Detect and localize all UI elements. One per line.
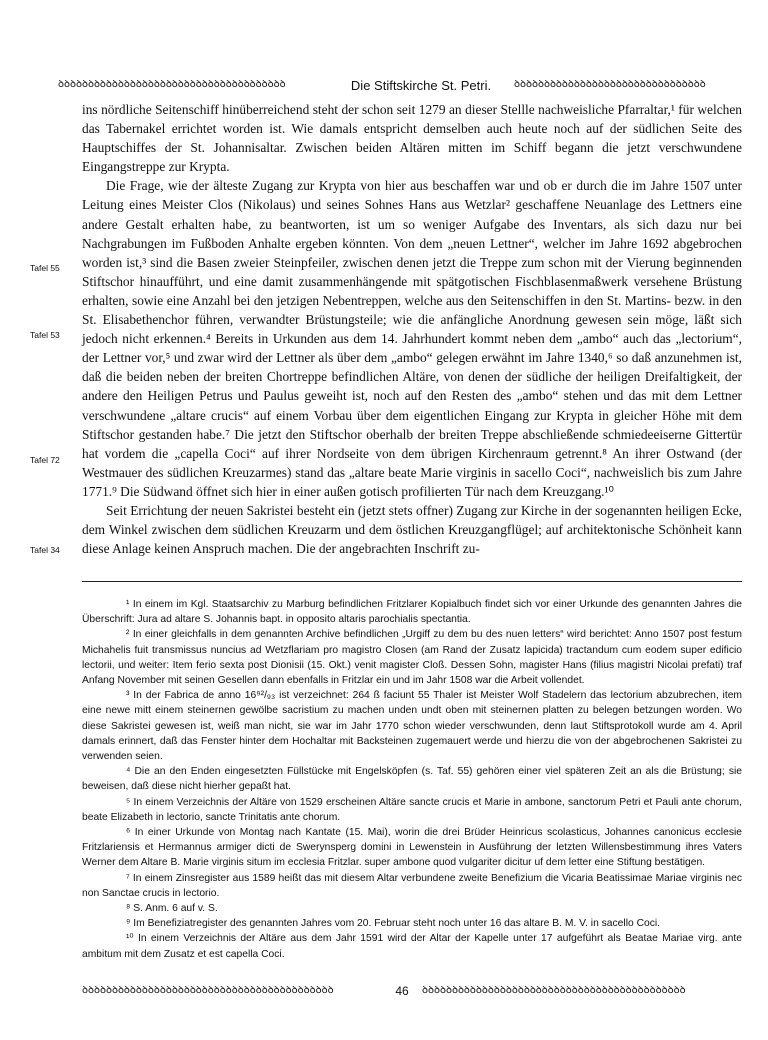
margin-note-tafel-53: Tafel 53 bbox=[30, 330, 60, 340]
footnote: ⁹ Im Benefiziatregister des genannten Jahres vom 20. Februar steht noch unter 16 das altare B. M. V. in sacello Coci. bbox=[126, 918, 661, 930]
body-paragraph: Seit Errichtung der neuen Sakristei besteht ein (jetzt stets offner) Zugang zur Kirche in der sogenannten heiligen Ecke, dem Winkel zwischen dem südlichen Kreuzarm und dem östlichen Kreuzgangflügel; auf architektonische Schönheit kann diese Anlage keinen Anspruch machen. Die der angebrachten Inschrift zu- bbox=[82, 502, 742, 557]
running-title: Die Stiftskirche St. Petri. bbox=[350, 78, 492, 93]
footnote: ⁴ Die an den Enden eingesetzten Füllstücke mit Engelsköpfen (s. Taf. 55) gehören einer viel späteren Zeit an als die Brüstung; sie beweisen, daß diese nicht hierher gepaßt hat. bbox=[82, 766, 742, 793]
footer-ornament-left: ꝺꝺꝺꝺꝺꝺꝺꝺꝺꝺꝺꝺꝺꝺꝺꝺꝺꝺꝺꝺꝺꝺꝺꝺꝺꝺꝺꝺꝺꝺꝺꝺꝺꝺꝺꝺꝺꝺꝺꝺꝺꝺ bbox=[82, 986, 334, 996]
margin-note-tafel-34: Tafel 34 bbox=[30, 545, 60, 555]
running-header bbox=[58, 78, 742, 96]
margin-note-tafel-72: Tafel 72 bbox=[30, 455, 60, 465]
footnote-separator bbox=[82, 581, 742, 582]
margin-note-tafel-55: Tafel 55 bbox=[30, 263, 60, 273]
footnote: ¹⁰ In einem Verzeichnis der Altäre aus dem Jahr 1591 wird der Altar der Kapelle unter 17 aufgeführt als Beatae Mariae virg. ante ambitum mit dem Zusatz et est capella Coci. bbox=[82, 933, 742, 960]
page-footer bbox=[82, 983, 742, 999]
header-ornament-right: ꝺꝺꝺꝺꝺꝺꝺꝺꝺꝺꝺꝺꝺꝺꝺꝺꝺꝺꝺꝺꝺꝺꝺꝺꝺꝺꝺꝺꝺꝺꝺꝺ bbox=[514, 80, 706, 90]
body-paragraph: ins nördliche Seitenschiff hinüberreichend steht der schon seit 1279 an dieser Stellle nachweisliche Pfarraltar,¹ für welchen das Tabernakel errichtet worden ist. Wie damals entspricht demselben auch heute noch auf der südlichen Seite des Hauptschiffes der St. Johannisaltar. Zwischen beiden Altären mitten im Schiff begann die jetzt verschwundene Eingangstreppe zur Krypta. bbox=[82, 102, 742, 175]
body-text bbox=[82, 100, 742, 558]
footnote: ⁵ In einem Verzeichnis der Altäre von 1529 erscheinen Altäre sancte crucis et Marie in ambone, sanctorum Petri et Pauli ante chorum, beate Elizabeth in lectorio, sancte Trinitatis ante chorum. bbox=[82, 796, 742, 823]
footnote: ² In einer gleichfalls in dem genannten Archive befindlichen „Urgiff zu dem bu des nuen letters“ wird berichtet: Anno 1507 post festum Michahelis fuit transmissus nuncius ad Wetzflariam pro magistro Closen (am Rand der Zusatz lapicida) tractandum cum eodem super edificio lectorii, und weiter: Item ferio sexta post Dionisii (15. Okt.) venit magister Cloß. Dessen Sohn, magister Hans (filius magistri Nicolai prefati) traf Anfang November mit seinen Gesellen dann ebenfalls in Fritzlar ein und im Jahr 1508 war die Arbeit vollendet. bbox=[82, 629, 742, 687]
page-number: 46 bbox=[395, 984, 409, 998]
footer-ornament-right: ꝺꝺꝺꝺꝺꝺꝺꝺꝺꝺꝺꝺꝺꝺꝺꝺꝺꝺꝺꝺꝺꝺꝺꝺꝺꝺꝺꝺꝺꝺꝺꝺꝺꝺꝺꝺꝺꝺꝺꝺꝺꝺꝺꝺ bbox=[422, 986, 686, 996]
body-paragraph: Die Frage, wie der älteste Zugang zur Krypta von hier aus beschaffen war und ob er durch die im Jahre 1507 unter Leitung eines Meister Clos (Nikolaus) und seines Sohnes Hans aus Wetzlar² geschaffene Neuanlage des Lettners eine andere Gestalt erhalten habe, zu beantworten, ist um so weniger Aufgabe des Inventars, als sich dazu nur bei Nachgrabungen im Fußboden Anhalte ergeben könnten. Von dem „neuen Lettner“, welcher im Jahre 1692 abgebrochen worden ist,³ sind die Basen zweier Steinpfeiler, zwischen denen jetzt die Treppe zum schon mit der Vierung beginnenden Stiftschor hinaufführt, und eine damit zusammenhängende mit spätgotischen Fischblasenmaßwerk versehene Brüstung erhalten, sowie eine Anzahl bei den jetzigen Nebentreppen, welche aus den Seitenschiffen in den St. Martins- bezw. in den St. Elisabethenchor führen, verwandter Brüstungsteile; wie die anfängliche Anordnung gewesen sein möge, läßt sich jedoch nicht erkennen.⁴ Bereits in Urkunden aus dem 14. Jahrhundert kommt neben dem „ambo“ auch das „lectorium“, der Lettner vor,⁵ und zwar wird der Lettner als über dem „ambo“ gelegen erwähnt im Jahre 1340,⁶ so daß anzunehmen ist, daß die beiden neben der breiten Chortreppe befindlichen Altäre, von denen der südliche der heiligen Dreifaltigkeit, der andere den Heiligen Petrus und Paulus geweiht ist, noch auf den Resten des „ambo“ stehen und das mit dem Lettner verschwundene „altare crucis“ auf einem Vorbau über dem eigentlichen Eingang zur Krypta in gleicher Höhe mit dem Stiftschor gestanden habe.⁷ Die jetzt den Stiftschor oberhalb der breiten Treppe abschließende schmiedeeiserne Gittertür hat vordem die „capella Coci“ auf ihrer Nordseite von dem übrigen Kirchenraum getrennt.⁸ An ihrer Ostwand (der Westmauer des südlichen Kreuzarmes) stand das „altare beate Marie virginis in sacello Coci“, nachweislich bis zum Jahre 1771.⁹ Die Südwand öffnet sich hier in einer außen gotisch profilierten Tür nach dem Kreuzgang.¹⁰ bbox=[82, 178, 742, 499]
footnote: ⁷ In einem Zinsregister aus 1589 heißt das mit diesem Altar verbundene zweite Benefizium die Vicaria Beatissimae Mariae virginis nec non Sanctae crucis in lectorio. bbox=[82, 872, 742, 899]
footnote: ³ In der Fabrica de anno 16⁹²/₉₃ ist verzeichnet: 264 ß faciunt 55 Thaler ist Meister Wolf Stadelern das lectorium abzubrechen, item eine newe mitt einem steinernen gewölbe sacristium zu machen unden undt oben mit steinernen platten zu belegen betzungen worden. Wo diese Sakristei gewesen ist, weiß man nicht, sie war im Jahr 1770 schon wieder verschwunden, denn laut Stiftsprotokoll wurde am 4. April damals erinnert, daß das Fenster hinter dem Hochaltar mit Backsteinen zugemauert werde und hierzu die von der abgebrochenen Sakristei zu verwenden seien. bbox=[82, 690, 742, 763]
footnotes bbox=[82, 597, 742, 962]
footnote: ¹ In einem im Kgl. Staatsarchiv zu Marburg befindlichen Fritzlarer Kopialbuch findet sich vor einer Urkunde des genannten Jahres die Überschrift: Jura ad altare S. Johannis bapt. in opposito altaris parochialis spectantia. bbox=[82, 599, 742, 626]
footnote: ⁶ In einer Urkunde von Montag nach Kantate (15. Mai), worin die drei Brüder Heinricus scolasticus, Johannes canonicus ecclesie Fritzlariensis et Hermannus armiger dicti de Swerynsperg domini in Lewenstein in Ausführung der letzten Willensbestimmung ihres Vaters Werner dem Altare B. Marie virginis situm im ecclesia Fritzlar. super ambone quod vulgariter dicitur uf dem letter eine Stiftung bestätigen. bbox=[82, 827, 742, 869]
footnote: ⁸ S. Anm. 6 auf v. S. bbox=[126, 903, 218, 915]
header-ornament-left: ꝺꝺꝺꝺꝺꝺꝺꝺꝺꝺꝺꝺꝺꝺꝺꝺꝺꝺꝺꝺꝺꝺꝺꝺꝺꝺꝺꝺꝺꝺꝺꝺꝺꝺꝺꝺꝺꝺ bbox=[58, 80, 286, 90]
